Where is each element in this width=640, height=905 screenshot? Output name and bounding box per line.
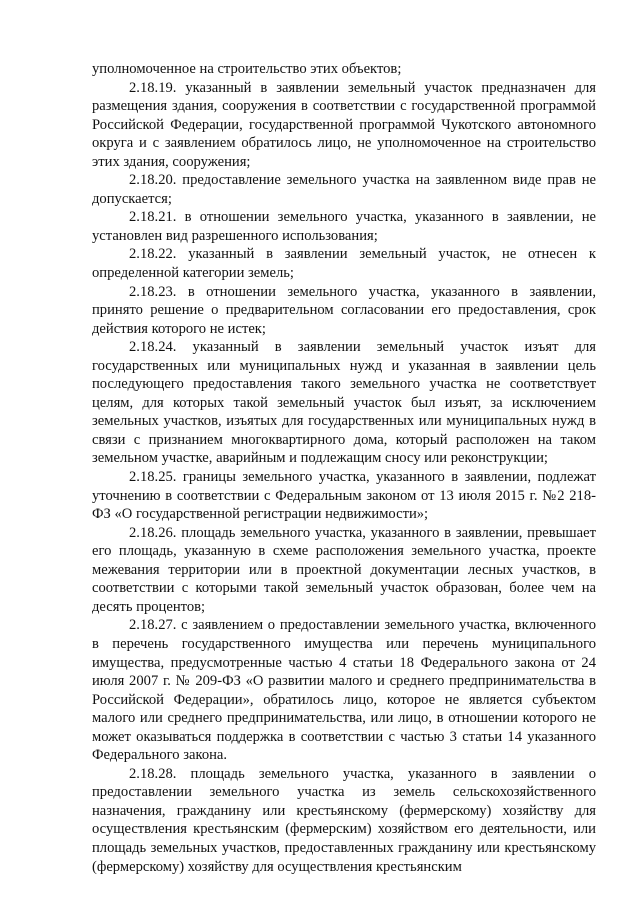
paragraph-2-18-24: 2.18.24. указанный в заявлении земельный участок изъят для государственных или муниципальных нужд и указанная в заявлении цель последующего предоставления такого земельного участка не соответствует целям, для которых такой земельный участок был изъят, за исключением земельных участков, изъятых для государственных или муниципальных нужд в связи с признанием многоквартирного дома, который расположен на таком земельном участке, аварийным и подлежащим сносу или реконструкции; [92, 339, 596, 467]
paragraph-2-18-19: 2.18.19. указанный в заявлении земельный участок предназначен для размещения здания, сооружения в соответствии с государственной программой Российской Федерации, государственной программой Чукотского автономного округа и с заявлением обратилось лицо, не уполномоченное на строительство этих здания, сооружения; [92, 79, 596, 170]
paragraph-2-18-20: 2.18.20. предоставление земельного участка на заявленном виде прав не допускается; [92, 172, 596, 207]
paragraph-2-18-25: 2.18.25. границы земельного участка, указанного в заявлении, подлежат уточнению в соответствии с Федеральным законом от 13 июля 2015 г. №2 218-ФЗ «О государственной регистрации недвижимости»; [92, 469, 596, 523]
paragraph-2-18-22: 2.18.22. указанный в заявлении земельный участок, не отнесен к определенной категории земель; [92, 246, 596, 282]
paragraph-2-18-28: 2.18.28. площадь земельного участка, указанного в заявлении о предоставлении земельного участка из земель сельскохозяйственного назначения, гражданину или крестьянскому (фермерскому) хозяйству для осуществления крестьянским (фермерским) хозяйством его деятельности, или площадь земельных участков, предоставленных гражданину или крестьянскому (фермерскому) хозяйству для осуществления крестьянским [92, 765, 596, 875]
paragraph-continuation: уполномоченное на строительство этих объектов; [92, 61, 402, 77]
paragraph-2-18-27: 2.18.27. с заявлением о предоставлении земельного участка, включенного в перечень государственного имущества или перечень муниципального имущества, предусмотренные частью 4 статьи 18 Федерального закона от 24 июля 2007 г. № 209-ФЗ «О развитии малого и среднего предпринимательства в Российской Федерации», обратилось лицо, которое не является субъектом малого или среднего предпринимательства, или лицо, в отношении которого не может оказываться поддержка в соответствии с частью 3 статьи 14 указанного Федерального закона. [92, 617, 596, 764]
paragraph-2-18-21: 2.18.21. в отношении земельного участка, указанного в заявлении, не установлен вид разрешенного использования; [92, 209, 596, 244]
paragraph-2-18-23: 2.18.23. в отношении земельного участка, указанного в заявлении, принято решение о предварительном согласовании его предоставления, срок действия которого не истек; [92, 283, 596, 337]
document-body [92, 60, 596, 876]
paragraph-2-18-26: 2.18.26. площадь земельного участка, указанного в заявлении, превышает его площадь, указанную в схеме расположения земельного участка, проекте межевания территории или в проектной документации лесных участков, в соответствии с которыми такой земельный участок образован, более чем на десять процентов; [92, 524, 596, 615]
